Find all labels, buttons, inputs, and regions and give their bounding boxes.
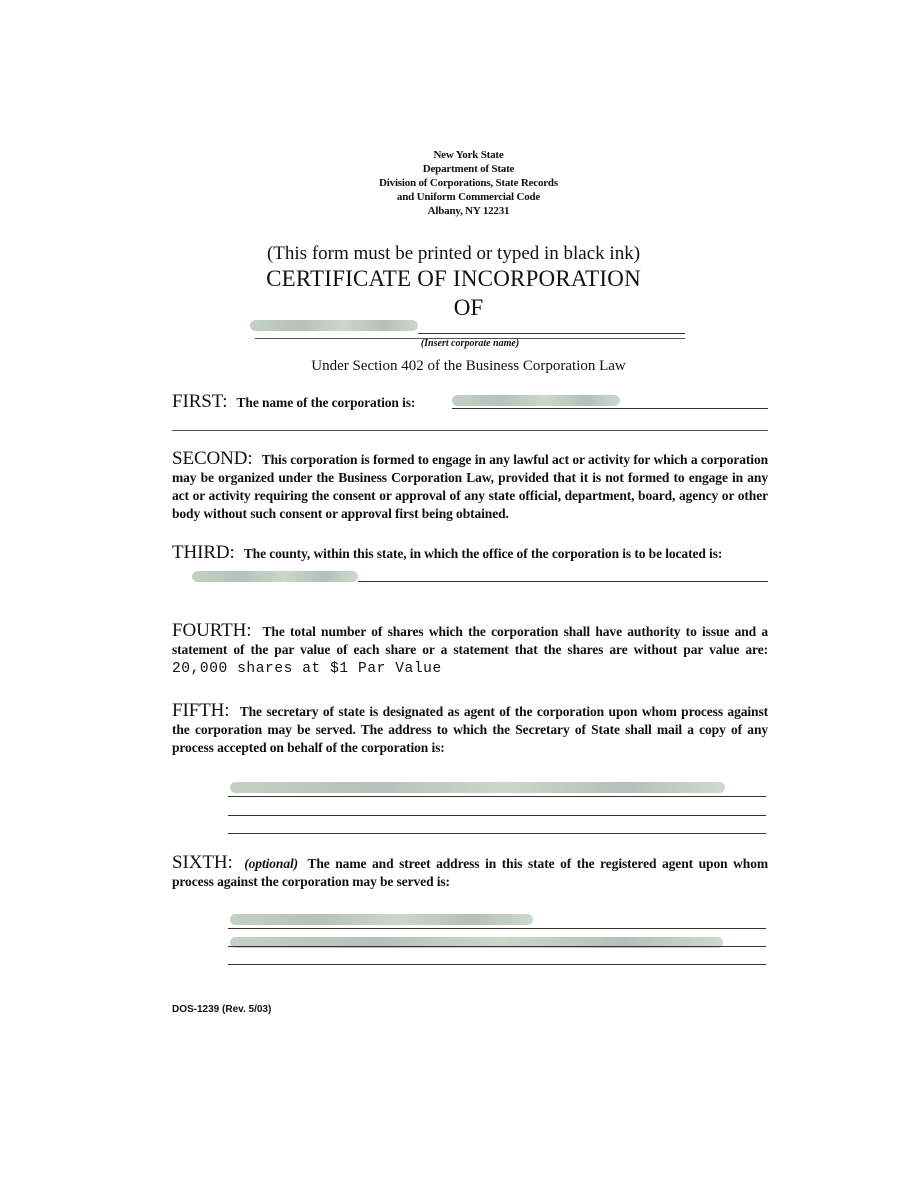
article-second <box>172 450 768 523</box>
article-fifth-heading: FIFTH: <box>172 700 230 721</box>
statute-reference: Under Section 402 of the Business Corporation Law <box>311 358 626 374</box>
agency-line-department: Department of State <box>422 163 515 175</box>
form-code: DOS-1239 (Rev. 5/03) <box>172 1004 272 1015</box>
article-first-text: The name of the corporation is: <box>236 395 416 410</box>
article-fourth <box>172 622 768 678</box>
article-sixth-optional: (optional) <box>244 856 299 871</box>
article-fourth-heading: FOURTH: <box>172 620 252 641</box>
ink-instruction: (This form must be printed or typed in black ink) <box>266 243 641 264</box>
article-first-heading: FIRST: <box>172 391 228 412</box>
agency-line-state: New York State <box>433 149 504 161</box>
agency-line-code: and Uniform Commercial Code <box>396 191 541 203</box>
mailing-address-line-1[interactable] <box>228 796 766 797</box>
agency-line-city: Albany, NY 12231 <box>427 205 510 217</box>
corporate-name-line[interactable] <box>418 333 685 334</box>
redacted-corporate-name <box>250 320 418 331</box>
article-third-text: The county, within this state, in which the office of the corporation is to be located is: <box>243 546 723 561</box>
redacted-corporation-name <box>452 395 620 406</box>
article-third-heading: THIRD: <box>172 542 235 563</box>
corporate-name-caption: (Insert corporate name) <box>420 338 520 349</box>
article-sixth-heading: SIXTH: <box>172 852 233 873</box>
agency-address-block <box>0 148 907 218</box>
shares-value[interactable]: 20,000 shares at $1 Par Value <box>172 661 442 677</box>
article-third <box>172 544 768 563</box>
article-sixth-text: The name and street address in this state of the registered agent upon whom process against the corporation may be served is: <box>172 856 769 889</box>
mailing-address-line-2[interactable] <box>228 815 766 816</box>
article-second-heading: SECOND: <box>172 448 253 469</box>
article-fifth <box>172 702 768 757</box>
redacted-county <box>192 571 358 582</box>
article-second-text: This corporation is formed to engage in any lawful act or activity for which a corporation may be organized under the Business Corporation Law, provided that it is not formed to engage in any act or activity requiring the consent or approval of any state official, department, board, agency or other body without such consent or approval first being obtained. <box>172 452 769 521</box>
redacted-agent-name <box>230 914 533 925</box>
article-fourth-text: The total number of shares which the corporation shall have authority to issue and a statement of the par value of each share or a statement that the shares are without par value are: <box>172 624 768 657</box>
corporation-name-line-2[interactable] <box>172 430 768 431</box>
redacted-mailing-address <box>230 782 725 793</box>
corporation-name-line[interactable] <box>452 408 768 409</box>
form-title: CERTIFICATE OF INCORPORATION <box>266 266 641 291</box>
agent-line-1[interactable] <box>228 928 766 929</box>
article-fifth-text: The secretary of state is designated as agent of the corporation upon whom process against the corporation may be served. The address to which the Secretary of State shall mail a copy of any process accepted on behalf of the corporation is: <box>172 704 768 755</box>
agency-line-division: Division of Corporations, State Records <box>379 177 558 189</box>
agent-line-3[interactable] <box>228 964 766 965</box>
mailing-address-line-3[interactable] <box>228 833 766 834</box>
agent-line-2[interactable] <box>228 946 766 947</box>
form-title-of: OF <box>453 295 484 320</box>
article-sixth <box>172 854 768 891</box>
county-line[interactable] <box>358 581 768 582</box>
